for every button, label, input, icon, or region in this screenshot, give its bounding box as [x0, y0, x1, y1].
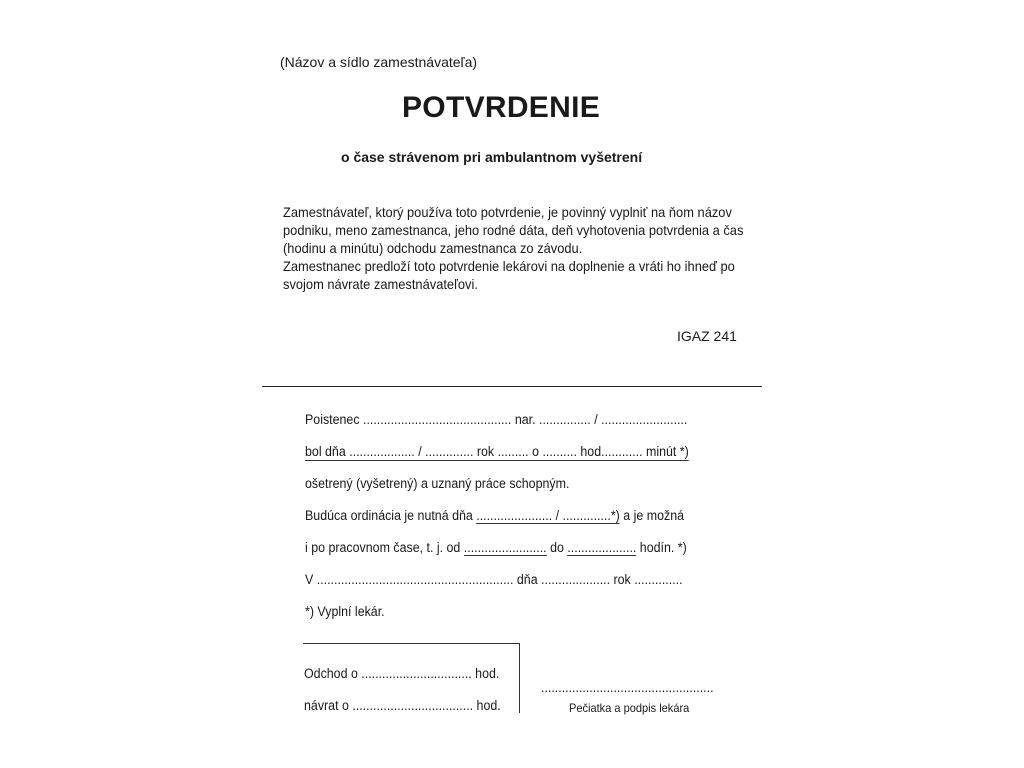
place-date-field[interactable]: V ......................................................... dňa .................... rok .............. [305, 572, 683, 587]
to-time-field[interactable]: .................... [567, 540, 637, 555]
instruction-line: podniku, meno zamestnanca, jeho rodné dáta, deň vyhotovenia potvrdenia a čas [283, 222, 744, 238]
from-time-field[interactable]: ........................ [463, 540, 547, 555]
departure-time-field[interactable]: Odchod o ................................ hod. [304, 666, 500, 681]
next-visit-line [305, 508, 684, 524]
after-hours-line [305, 540, 687, 556]
hours-label: hodín. *) [636, 540, 687, 555]
instruction-line: (hodinu a minútu) odchodu zamestnanca zo závodu. [283, 240, 583, 256]
next-visit-suffix: a je možná [619, 508, 685, 523]
treatment-date-field[interactable]: bol dňa ................... / .............. rok ......... o .......... hod............ minút *) [305, 444, 689, 459]
instruction-line: svojom návrate zamestnávateľovi. [283, 276, 478, 292]
insured-person-field[interactable]: Poistenec ........................................... nar. ............... / ......................... [305, 412, 688, 427]
form-code: IGAZ 241 [677, 328, 737, 344]
time-box-top-border [303, 643, 519, 644]
time-box-side-border [519, 643, 520, 713]
instruction-line: Zamestnávateľ, ktorý používa toto potvrdenie, je povinný vyplniť na ňom názov [283, 204, 732, 220]
signature-field[interactable]: .................................................. [541, 680, 714, 695]
separator-line [262, 386, 762, 387]
footnote: *) Vyplní lekár. [305, 604, 385, 619]
after-hours-label: i po pracovnom čase, t. j. od [305, 540, 464, 555]
instruction-line: Zamestnanec predloží toto potvrdenie lekárovi na doplnenie a vráti ho ihneď po [283, 258, 735, 274]
fit-for-work-statement: ošetrený (vyšetrený) a uznaný práce schopným. [305, 476, 570, 491]
to-label: do [546, 540, 568, 555]
employer-name-note: (Názov a sídlo zamestnávateľa) [280, 54, 478, 70]
document-title: POTVRDENIE [402, 91, 601, 124]
next-visit-date-field[interactable]: ...................... / ..............*) [476, 508, 620, 523]
signature-label: Pečiatka a podpis lekára [569, 701, 690, 715]
document-subtitle: o čase strávenom pri ambulantnom vyšetrení [341, 149, 643, 165]
return-time-field[interactable]: návrat o ................................... hod. [304, 698, 501, 713]
next-visit-label: Budúca ordinácia je nutná dňa [305, 508, 477, 523]
